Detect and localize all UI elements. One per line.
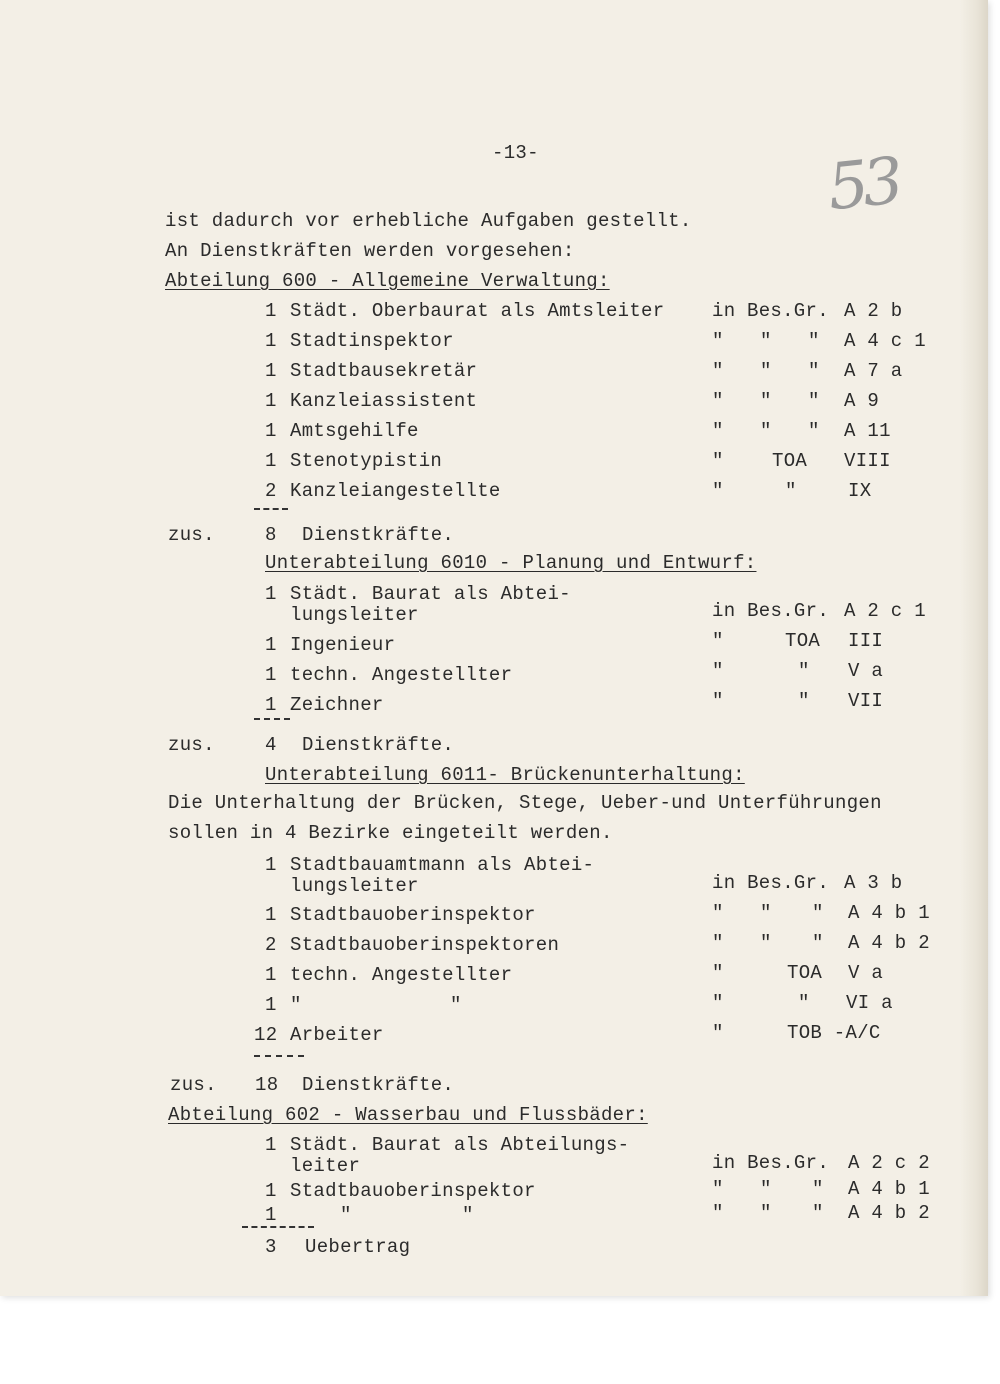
row-grade: A 4 b 2 [848,1202,930,1224]
row-col2: TOA [787,962,823,984]
sum-rule [254,1055,304,1057]
row-grade: A 4 b 2 [848,932,930,954]
row-grade: VI a [846,992,893,1014]
row-col2: Bes.Gr. [747,300,829,322]
total-label: Dienstkräfte. [302,734,455,756]
sum-rule [254,508,288,510]
row-qty: 1 [265,904,277,926]
row-title-cont: lungsleiter [290,604,419,626]
row-title: Stadtbauamtmann als Abtei- [290,854,595,876]
total-prefix: zus. [170,1074,217,1096]
row-title: Städt. Baurat als Abteilungs- [290,1134,630,1156]
row-qty: 1 [265,634,277,656]
total-count: 8 [265,524,277,546]
row-qty: 1 [265,964,277,986]
row-in: " [712,390,724,412]
carry-over-count: 3 [265,1236,277,1258]
row-qty: 1 [265,330,277,352]
section-heading-6010: Unterabteilung 6010 - Planung und Entwurf: [265,552,757,574]
row-title: " [340,1204,352,1226]
scan-edge [960,0,988,1296]
row-grade: A 4 b 1 [848,1178,930,1200]
row-title-ditto: " [462,1204,474,1226]
row-grade: A 4 b 1 [848,902,930,924]
row-title: Städt. Oberbaurat als Amtsleiter [290,300,665,322]
row-col2: " [760,420,772,442]
row-grade: A 3 b [844,872,903,894]
handwritten-folio-number: 53 [824,144,902,226]
row-grade: VIII [844,450,891,472]
row-qty: 1 [265,390,277,412]
row-in: " [712,962,724,984]
row-col3: " [812,902,824,924]
row-in: " [712,902,724,924]
row-title: Amtsgehilfe [290,420,419,442]
row-in: " [712,1178,724,1200]
row-qty: 2 [265,480,277,502]
row-grade: V a [848,660,884,682]
row-qty: 1 [265,694,277,716]
row-in: " [712,690,724,712]
row-qty: 1 [265,583,277,605]
row-in: " [712,330,724,352]
row-in: in Bes.Gr. [712,872,830,894]
row-col2: " [798,660,810,682]
row-title: Stadtbauoberinspektoren [290,934,560,956]
row-col2: " [760,1178,772,1200]
row-title: Ingenieur [290,634,396,656]
row-col2: " [785,480,797,502]
row-in: in Bes.Gr. [712,1152,830,1174]
row-in: " [712,420,724,442]
sum-rule [242,1226,314,1228]
intro-line-1: ist dadurch vor erhebliche Aufgaben gestellt. [165,210,692,232]
row-in: " [712,1202,724,1224]
row-title: Arbeiter [290,1024,384,1046]
row-in: " [712,992,724,1014]
sum-rule [254,718,290,720]
row-in: " [712,1022,724,1044]
total-count: 18 [255,1074,279,1096]
row-grade: VII [848,690,884,712]
row-col3: " [808,420,820,442]
total-label: Dienstkräfte. [302,1074,455,1096]
row-qty: 1 [265,854,277,876]
row-title: " [290,994,302,1016]
total-prefix: zus. [168,734,215,756]
row-grade: A 2 b [844,300,903,322]
row-title: Stadtbausekretär [290,360,478,382]
row-grade: TOB -A/C [787,1022,881,1044]
row-grade: V a [848,962,884,984]
row-in: " [712,450,724,472]
row-grade: III [848,630,884,652]
row-title-cont: lungsleiter [290,875,419,897]
row-col3: " [812,1202,824,1224]
total-prefix: zus. [168,524,215,546]
row-grade: A 9 [844,390,880,412]
row-title: Stadtbauoberinspektor [290,1180,536,1202]
row-col2: TOA [785,630,821,652]
row-grade-prefix: " [808,330,820,352]
row-in: in Bes.Gr. [712,600,830,622]
row-col3: " [808,360,820,382]
row-qty: 1 [265,664,277,686]
row-qty: 12 [254,1024,278,1046]
row-title: Stadtbauoberinspektor [290,904,536,926]
row-grade: A 2 c 1 [844,600,926,622]
total-label: Dienstkräfte. [302,524,455,546]
total-count: 4 [265,734,277,756]
section-note-line-2: sollen in 4 Bezirke eingeteilt werden. [168,822,613,844]
row-col3: " [812,1178,824,1200]
row-qty: 1 [265,1204,277,1226]
row-col2: " [760,330,772,352]
row-grade: A 4 c 1 [844,330,926,352]
section-heading-6011: Unterabteilung 6011- Brückenunterhaltung: [265,764,745,786]
row-title: Städt. Baurat als Abtei- [290,583,571,605]
row-qty: 1 [265,360,277,382]
row-title: Kanzleiassistent [290,390,478,412]
row-qty: 1 [265,1180,277,1202]
row-qty: 1 [265,1134,277,1156]
row-title: Stadtinspektor [290,330,454,352]
row-grade: A 2 c 2 [848,1152,930,1174]
row-col2: " [760,932,772,954]
row-title: Zeichner [290,694,384,716]
row-col2: " [760,902,772,924]
row-in: " [712,630,724,652]
row-in: in [712,300,736,322]
row-col3: " [808,390,820,412]
row-title: techn. Angestellter [290,664,513,686]
row-title: techn. Angestellter [290,964,513,986]
row-grade: IX [848,480,872,502]
row-in: " [712,360,724,382]
row-in: " [712,932,724,954]
row-col2: " [798,992,810,1014]
row-col2: " [760,360,772,382]
row-in: " [712,660,724,682]
row-qty: 1 [265,420,277,442]
section-note-line-1: Die Unterhaltung der Brücken, Stege, Ueber-und Unterführungen [168,792,882,814]
row-qty: 1 [265,994,277,1016]
section-heading-600: Abteilung 600 - Allgemeine Verwaltung: [165,270,610,292]
row-title-cont: leiter [290,1155,361,1177]
intro-line-2: An Dienstkräften werden vorgesehen: [165,240,575,262]
row-col2: TOA [772,450,808,472]
page-number: -13- [492,142,539,164]
row-col2: " [798,690,810,712]
row-grade: A 11 [844,420,891,442]
row-col2: " [760,390,772,412]
row-in: " [712,480,724,502]
row-title-ditto: " [450,994,462,1016]
row-qty: 1 [265,300,277,322]
row-col3: " [812,932,824,954]
row-col2: " [760,1202,772,1224]
row-qty: 2 [265,934,277,956]
row-title: Kanzleiangestellte [290,480,501,502]
row-grade: A 7 a [844,360,903,382]
section-heading-602: Abteilung 602 - Wasserbau und Flussbäder: [168,1104,648,1126]
carry-over-label: Uebertrag [305,1236,411,1258]
row-qty: 1 [265,450,277,472]
row-title: Stenotypistin [290,450,443,472]
